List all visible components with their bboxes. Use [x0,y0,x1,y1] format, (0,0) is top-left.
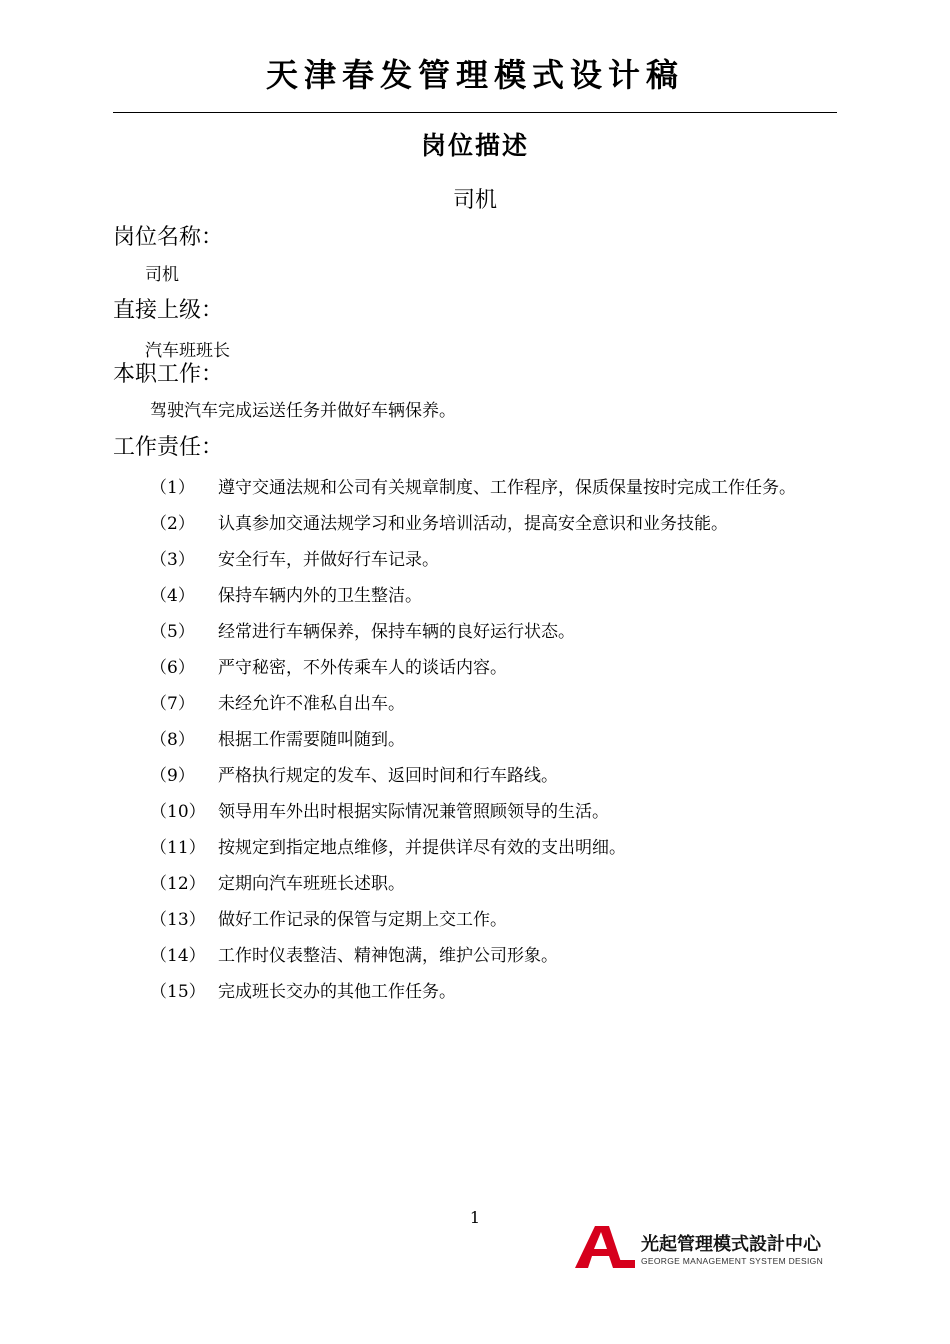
item-text: 工作时仪表整洁、精神饱满，维护公司形象。 [218,946,558,966]
list-item [150,974,840,1010]
item-number: （5） [150,622,195,642]
item-text: 保持车辆内外的卫生整洁。 [218,586,422,606]
supervisor-value: 汽车班班长 [145,341,230,361]
list-item [150,686,840,722]
header-divider [113,112,837,113]
list-item [150,830,840,866]
logo-english-text: GEORGE MANAGEMENT SYSTEM DESIGN [641,1256,824,1266]
list-item [150,902,840,938]
item-text: 遵守交通法规和公司有关规章制度、工作程序，保质保量按时完成工作任务。 [218,478,796,498]
logo-chinese-text: 光起管理模式設計中心 [641,1234,821,1255]
supervisor-heading: 直接上级： [113,298,224,323]
item-number: （3） [150,550,195,570]
post-name-value: 司机 [145,265,179,285]
list-item [150,866,840,902]
list-item [150,938,840,974]
item-number: （7） [150,694,195,714]
list-item [150,506,840,542]
list-item [150,722,840,758]
item-text: 严守秘密，不外传乘车人的谈话内容。 [218,658,507,678]
item-text: 定期向汽车班班长述职。 [218,874,405,894]
item-number: （14） [150,946,206,966]
item-number: （4） [150,586,195,606]
item-text: 经常进行车辆保养，保持车辆的良好运行状态。 [218,622,575,642]
list-item [150,470,840,506]
item-text: 做好工作记录的保管与定期上交工作。 [218,910,507,930]
item-number: （8） [150,730,195,750]
item-text: 未经允许不准私自出车。 [218,694,405,714]
item-number: （2） [150,514,195,534]
logo-a-mark-icon [575,1226,635,1268]
item-number: （12） [150,874,206,894]
item-text: 安全行车，并做好行车记录。 [218,550,439,570]
item-number: （9） [150,766,195,786]
item-number: （11） [150,838,206,858]
page-number: 1 [469,1208,481,1227]
item-text: 认真参加交通法规学习和业务培训活动，提高安全意识和业务技能。 [218,514,728,534]
item-number: （10） [150,802,206,822]
document-title: 岗位描述 [420,131,529,160]
item-text: 完成班长交办的其他工作任务。 [218,982,456,1002]
item-number: （6） [150,658,195,678]
list-item [150,794,840,830]
company-logo [575,1226,840,1272]
post-name-heading: 岗位名称： [113,225,224,250]
list-item [150,650,840,686]
position-name: 司机 [452,188,497,213]
item-text: 按规定到指定地点维修，并提供详尽有效的支出明细。 [218,838,626,858]
list-item [150,542,840,578]
responsibilities-list [150,470,840,1010]
item-number: （13） [150,910,206,930]
item-text: 严格执行规定的发车、返回时间和行车路线。 [218,766,558,786]
list-item [150,614,840,650]
responsibilities-heading: 工作责任： [113,435,224,460]
item-text: 领导用车外出时根据实际情况兼管照顾领导的生活。 [218,802,609,822]
item-text: 根据工作需要随叫随到。 [218,730,405,750]
main-work-value: 驾驶汽车完成运送任务并做好车辆保养。 [150,401,456,421]
item-number: （15） [150,982,206,1002]
list-item [150,578,840,614]
item-number: （1） [150,478,195,498]
list-item [150,758,840,794]
main-work-heading: 本职工作： [113,362,224,387]
header-title: 天津春发管理模式设计稿 [265,56,684,94]
